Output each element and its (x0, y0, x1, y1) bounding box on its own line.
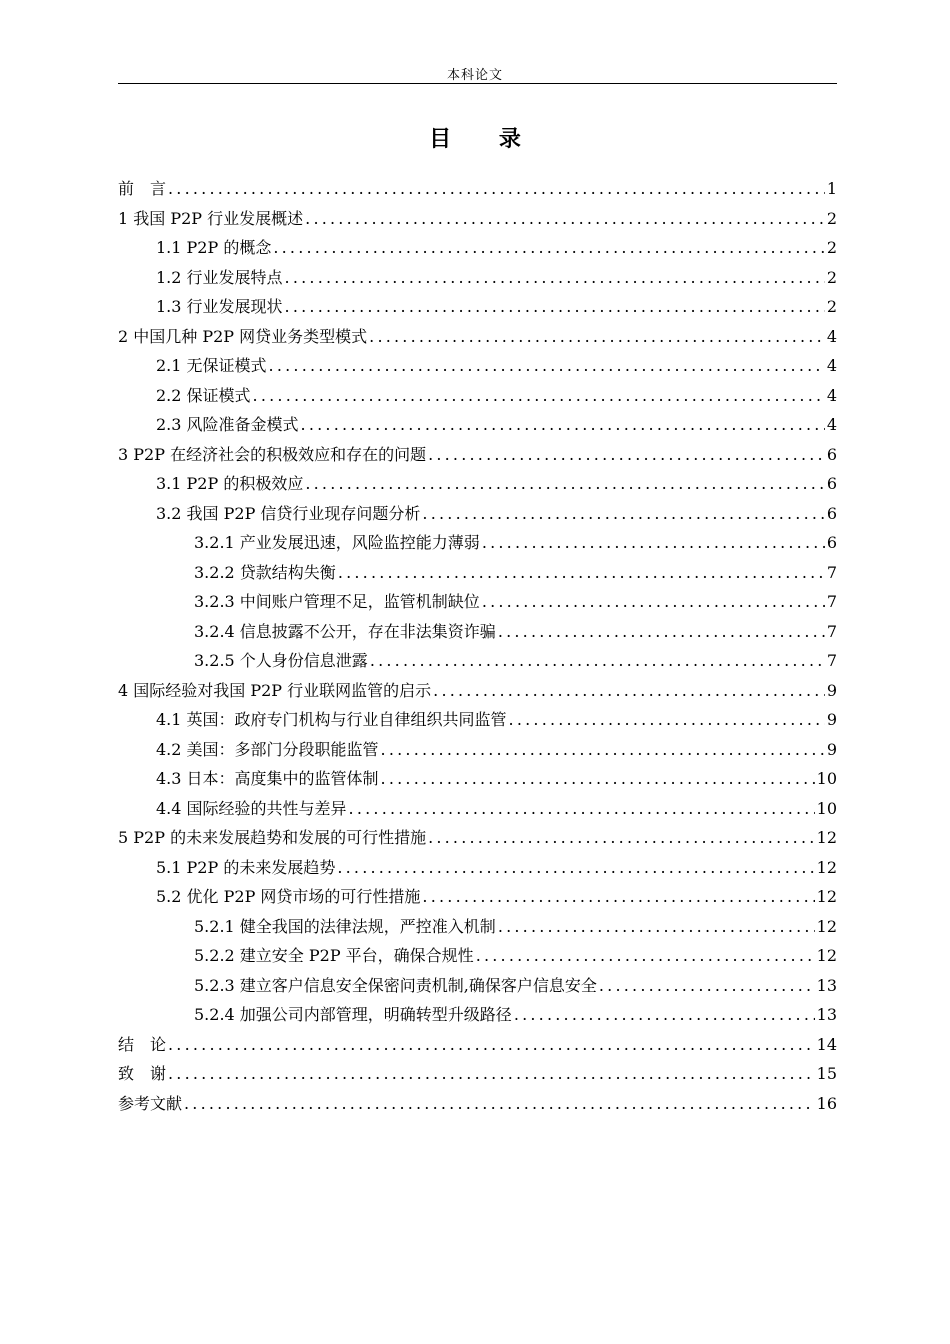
toc-entry[interactable] (118, 646, 837, 676)
toc-entry[interactable] (118, 263, 837, 293)
dot-leader (168, 1030, 815, 1060)
toc-entry[interactable] (118, 1089, 837, 1119)
toc-entry[interactable] (118, 705, 837, 735)
toc-entry-page: 4 (826, 356, 837, 375)
dot-leader (168, 1059, 815, 1089)
toc-entry-label: 致 谢 (118, 1064, 167, 1083)
toc-entry-page: 4 (826, 385, 837, 405)
toc-entry[interactable] (118, 204, 837, 234)
toc-entry-label: 1 我国 P2P 行业发展概述 (118, 208, 304, 228)
running-header: 本科论文 (446, 68, 503, 83)
dot-leader (305, 204, 825, 234)
toc-entry-label: 1.1 P2P 的概念 (156, 238, 272, 257)
toc-entry-label: 3.1 P2P 的积极效应 (156, 474, 304, 493)
toc-entry-label: 3.2.5 个人身份信息泄露 (194, 651, 368, 670)
toc-entry-page: 14 (816, 1034, 837, 1054)
dot-leader (476, 941, 815, 971)
toc-entry-page: 4 (826, 415, 837, 434)
dot-leader (168, 174, 825, 204)
toc-entry[interactable] (118, 469, 837, 499)
toc-entry[interactable] (118, 499, 837, 529)
dot-leader (349, 794, 815, 824)
toc-entry-label: 1.3 行业发展现状 (156, 297, 283, 316)
dot-leader (498, 912, 815, 942)
toc-entry-page: 12 (816, 916, 837, 936)
toc-entry-page: 2 (826, 297, 837, 316)
dot-leader (381, 735, 825, 765)
toc-entry[interactable] (118, 174, 837, 204)
toc-entry-label: 4 国际经验对我国 P2P 行业联网监管的启示 (118, 680, 432, 700)
toc-entry-label: 4.4 国际经验的共性与差异 (156, 798, 347, 818)
toc-entry[interactable] (118, 882, 837, 912)
page-title: 目 录 (429, 126, 541, 152)
toc-entry-label: 3.2 我国 P2P 信贷行业现存问题分析 (156, 503, 421, 523)
toc-entry-label: 2.3 风险准备金模式 (156, 415, 299, 434)
toc-entry-page: 12 (816, 828, 837, 847)
toc-entry[interactable] (118, 853, 837, 883)
toc-entry-page: 6 (826, 503, 837, 523)
toc-entry[interactable] (118, 823, 837, 853)
dot-leader (273, 233, 824, 263)
toc-entry[interactable] (118, 941, 837, 971)
toc-entry-label: 3.2.4 信息披露不公开，存在非法集资诈骗 (194, 621, 496, 641)
toc-entry-page: 13 (816, 975, 837, 995)
dot-leader (428, 440, 825, 470)
toc-entry-page: 2 (826, 267, 837, 287)
dot-leader (285, 292, 825, 322)
toc-entry[interactable] (118, 322, 837, 352)
toc-entry-label: 2.2 保证模式 (156, 385, 251, 405)
toc-entry-label: 5 P2P 的未来发展趋势和发展的可行性措施 (118, 828, 427, 847)
toc-entry-page: 9 (826, 680, 837, 700)
toc-entry-page: 12 (816, 887, 837, 906)
dot-leader (269, 351, 825, 381)
toc-entry[interactable] (118, 971, 837, 1001)
dot-leader (433, 676, 825, 706)
header-rule (118, 83, 837, 84)
dot-leader (482, 528, 825, 558)
dot-leader (369, 322, 825, 352)
toc-entry[interactable] (118, 735, 837, 765)
toc-entry[interactable] (118, 292, 837, 322)
toc-entry[interactable] (118, 676, 837, 706)
dot-leader (482, 587, 825, 617)
dot-leader (428, 823, 815, 853)
dot-leader (337, 853, 814, 883)
toc-entry[interactable] (118, 410, 837, 440)
toc-entry-label: 3.2.2 贷款结构失衡 (194, 562, 336, 582)
toc-entry-label: 5.2.1 健全我国的法律法规，严控准入机制 (194, 916, 496, 936)
toc-entry-page: 7 (826, 592, 837, 611)
dot-leader (422, 499, 824, 529)
toc-entry-label: 3.2.3 中间账户管理不足，监管机制缺位 (194, 592, 480, 611)
dot-leader (285, 263, 825, 293)
dot-leader (253, 381, 825, 411)
toc-entry[interactable] (118, 1030, 837, 1060)
toc-entry-label: 5.2.4 加强公司内部管理，明确转型升级路径 (194, 1005, 512, 1024)
toc-entry-label: 2.1 无保证模式 (156, 356, 267, 375)
toc-entry-label: 3 P2P 在经济社会的积极效应和存在的问题 (118, 444, 427, 464)
toc-entry-label: 5.2 优化 P2P 网贷市场的可行性措施 (156, 887, 421, 906)
toc-entry[interactable] (118, 1000, 837, 1030)
toc-entry-label: 5.1 P2P 的未来发展趋势 (156, 857, 336, 877)
toc-entry-page: 2 (826, 208, 837, 228)
toc-entry-page: 15 (816, 1064, 837, 1083)
toc-entry[interactable] (118, 381, 837, 411)
toc-entry[interactable] (118, 764, 837, 794)
toc-entry-page: 2 (826, 238, 837, 257)
dot-leader (370, 646, 825, 676)
dot-leader (338, 558, 825, 588)
dot-leader (305, 469, 824, 499)
toc-entry[interactable] (118, 794, 837, 824)
toc-entry[interactable] (118, 528, 837, 558)
toc-entry[interactable] (118, 233, 837, 263)
dot-leader (514, 1000, 815, 1030)
dot-leader (301, 410, 825, 440)
toc-entry-label: 4.3 日本：高度集中的监管体制 (156, 769, 379, 788)
toc-entry[interactable] (118, 558, 837, 588)
toc-entry-label: 5.2.2 建立安全 P2P 平台，确保合规性 (194, 946, 474, 965)
toc-entry-page: 13 (816, 1005, 837, 1024)
toc-entry-page: 9 (826, 710, 837, 729)
table-of-contents (118, 174, 837, 1118)
toc-entry-label: 前 言 (118, 179, 167, 198)
dot-leader (509, 705, 825, 735)
toc-entry-label: 2 中国几种 P2P 网贷业务类型模式 (118, 326, 368, 346)
toc-entry[interactable] (118, 617, 837, 647)
dot-leader (184, 1089, 815, 1119)
toc-entry[interactable] (118, 587, 837, 617)
dot-leader (498, 617, 825, 647)
toc-entry-page: 10 (816, 798, 837, 818)
dot-leader (381, 764, 815, 794)
toc-entry-label: 结 论 (118, 1034, 167, 1054)
toc-entry-page: 6 (826, 474, 837, 493)
toc-entry-page: 12 (816, 857, 837, 877)
toc-entry[interactable] (118, 912, 837, 942)
toc-entry-page: 10 (816, 769, 837, 788)
toc-entry-page: 12 (816, 946, 837, 965)
toc-entry-page: 4 (826, 326, 837, 346)
toc-entry-page: 16 (816, 1093, 837, 1113)
toc-entry-page: 9 (826, 739, 837, 759)
toc-entry-label: 5.2.3 建立客户信息安全保密问责机制,确保客户信息安全 (194, 975, 597, 995)
toc-entry-label: 参考文献 (118, 1093, 183, 1113)
toc-entry-label: 1.2 行业发展特点 (156, 267, 283, 287)
toc-entry-page: 7 (826, 562, 837, 582)
toc-entry-label: 3.2.1 产业发展迅速，风险监控能力薄弱 (194, 533, 480, 552)
dot-leader (422, 882, 814, 912)
toc-entry[interactable] (118, 1059, 837, 1089)
toc-entry-page: 7 (826, 621, 837, 641)
toc-entry-label: 4.1 英国：政府专门机构与行业自律组织共同监管 (156, 710, 507, 729)
toc-entry[interactable] (118, 440, 837, 470)
toc-entry[interactable] (118, 351, 837, 381)
toc-entry-page: 6 (826, 533, 837, 552)
toc-entry-page: 7 (826, 651, 837, 670)
toc-entry-page: 1 (826, 179, 837, 198)
toc-entry-page: 6 (826, 444, 837, 464)
dot-leader (599, 971, 815, 1001)
toc-entry-label: 4.2 美国：多部门分段职能监管 (156, 739, 379, 759)
